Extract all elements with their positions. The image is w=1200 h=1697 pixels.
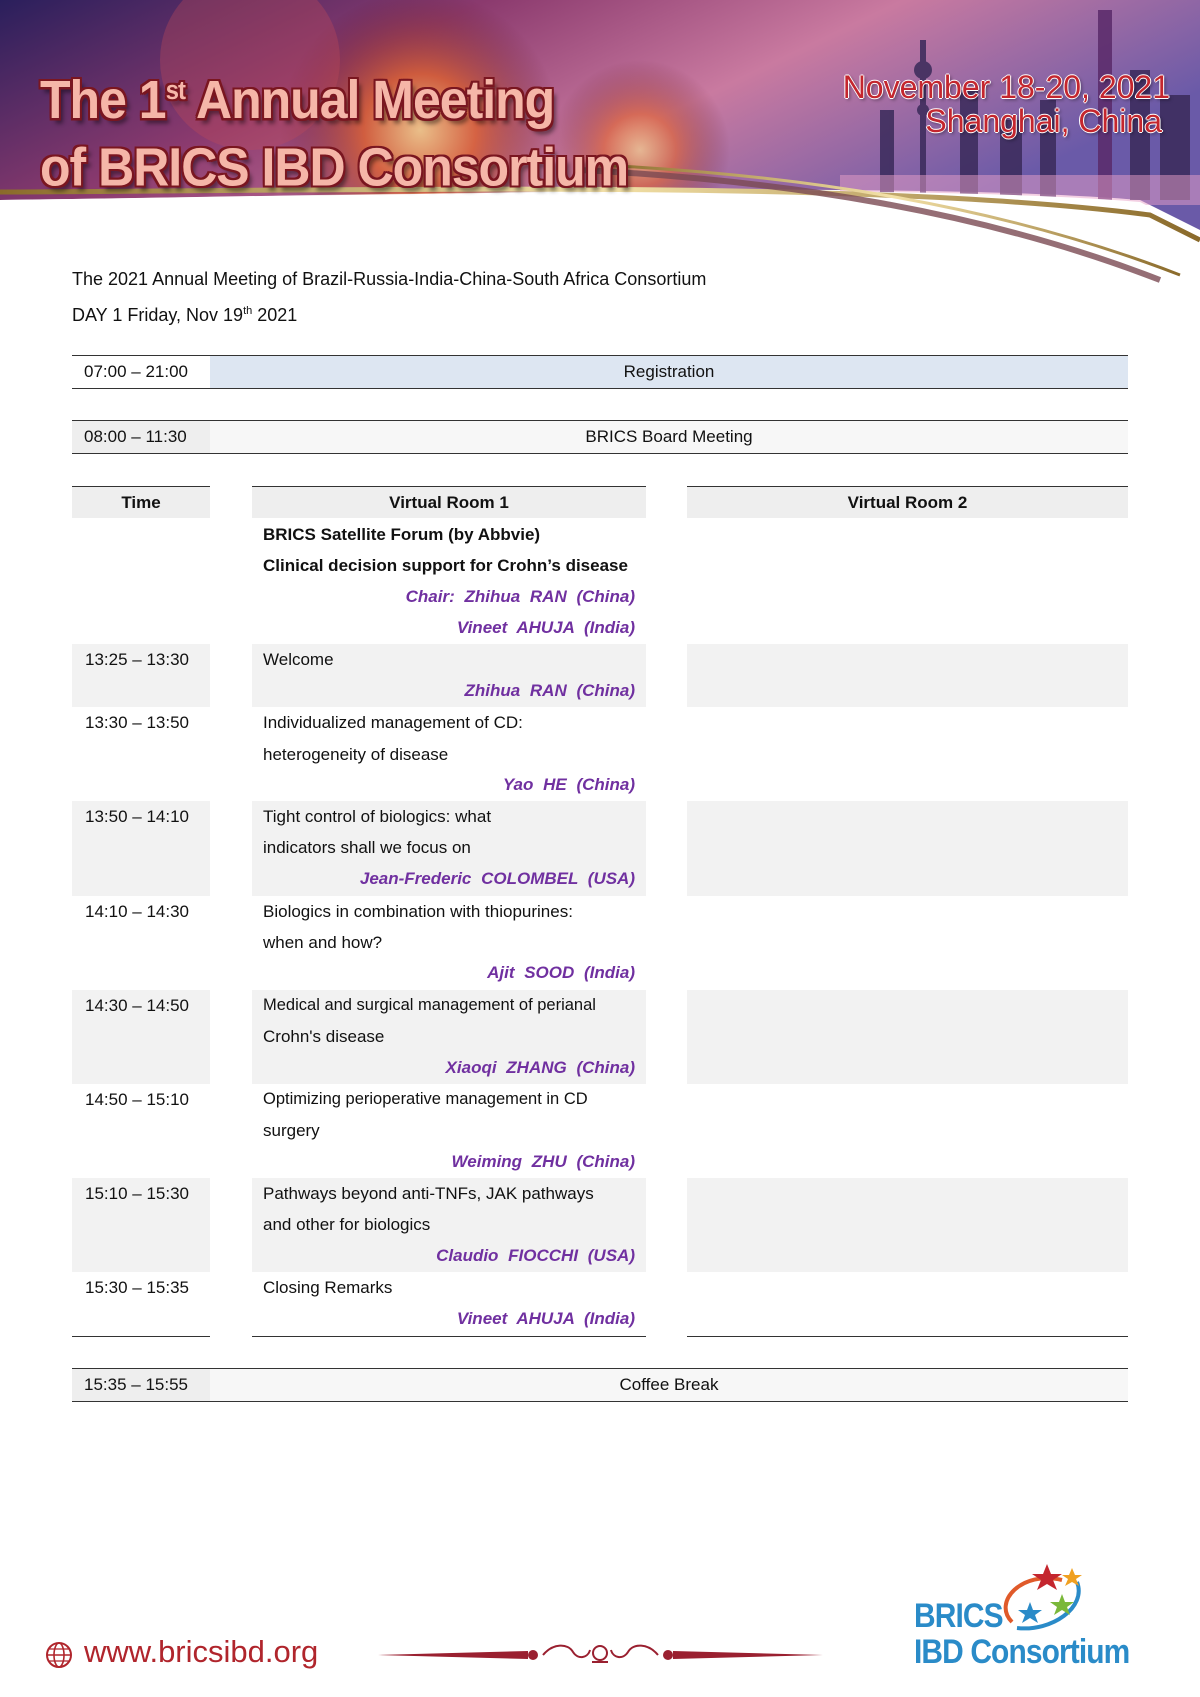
table-bottom-rule [687,1336,1128,1337]
session-title: Individualized management of CD: [263,713,523,732]
band-room2 [687,1178,1128,1272]
session-title: Tight control of biologics: what [263,807,492,826]
table-bottom-rule [252,1336,646,1337]
session-speaker: Weiming ZHU (China) [451,1152,635,1171]
band-room2 [687,801,1128,896]
registration-row [72,355,1128,389]
header-virtual-room-2: Virtual Room 2 [687,486,1128,518]
session-speaker: Claudio FIOCCHI (USA) [436,1246,635,1265]
session-speaker: Vineet AHUJA (India) [456,1309,635,1328]
session-time: 13:25 – 13:30 [85,650,189,669]
coffee-break-row [72,1368,1128,1402]
session-time: 14:30 – 14:50 [85,996,189,1015]
session-title-cont: and other for biologics [263,1215,431,1234]
session-speaker: Ajit SOOD (India) [487,963,635,982]
registration-label: Registration [623,362,715,381]
event-location: Shanghai, China [925,103,1162,139]
band-room2 [687,990,1128,1084]
forum-title: BRICS Satellite Forum (by Abbvie) [263,525,541,544]
board-meeting-time: 08:00 – 11:30 [84,427,187,446]
session-time: 15:10 – 15:30 [85,1184,189,1203]
event-title: The 1st Annual Meeting of BRICS IBD Consortium [40,69,629,197]
header-time: Time [72,486,210,518]
session-speaker: Zhihua RAN (China) [464,681,635,700]
session-title-cont: when and how? [263,933,383,952]
session-time: 13:50 – 14:10 [85,807,189,826]
band-room2 [687,644,1128,707]
intro-text [72,263,706,331]
forum-subtitle: Clinical decision support for Crohn’s disease [263,556,628,575]
registration-time: 07:00 – 21:00 [84,362,188,381]
day-heading: DAY 1 Friday, Nov 19th 2021 [72,305,298,325]
session-title: Pathways beyond anti-TNFs, JAK pathways [263,1184,594,1203]
coffee-break-time: 15:35 – 15:55 [84,1375,188,1394]
session-title-cont: Crohn's disease [263,1027,385,1046]
event-date-location [843,70,1170,138]
session-title-cont: indicators shall we focus on [263,838,471,857]
session-title: Biologics in combination with thiopurines: [263,902,573,921]
header-virtual-room-1: Virtual Room 1 [252,486,646,518]
meeting-description: The 2021 Annual Meeting of Brazil-Russia-India-China-South Africa Consortium [72,269,707,289]
website-link[interactable]: www.bricsibd.org [84,1634,319,1669]
board-meeting-label: BRICS Board Meeting [585,427,753,446]
forum-chair-1: Chair: Zhihua RAN (China) [405,587,635,606]
forum-chair-2: Vineet AHUJA (India) [456,618,635,637]
session-time: 14:50 – 15:10 [85,1090,189,1109]
session-title: Closing Remarks [263,1278,393,1297]
session-title: Medical and surgical management of perianal [263,996,596,1014]
session-time: 14:10 – 14:30 [85,902,189,921]
ornament-divider-icon [378,1640,823,1670]
session-time: 13:30 – 13:50 [85,713,189,732]
event-date: November 18-20, 2021 [842,69,1170,105]
table-bottom-rule [72,1336,210,1337]
session-speaker: Xiaoqi ZHANG (China) [445,1058,635,1077]
session-title: Optimizing perioperative management in CD [263,1090,588,1108]
board-meeting-row [72,420,1128,454]
session-time: 15:30 – 15:35 [85,1278,189,1297]
session-speaker: Jean-Frederic COLOMBEL (USA) [359,869,635,888]
session-title: Welcome [263,650,334,669]
session-title-cont: heterogeneity of disease [263,745,449,764]
brics-logo-text: BRICS IBD Consortium [914,1597,1130,1671]
header-banner [0,0,1200,290]
session-title-cont: surgery [263,1121,320,1140]
session-speaker: Yao HE (China) [502,775,635,794]
coffee-break-label: Coffee Break [619,1375,719,1394]
